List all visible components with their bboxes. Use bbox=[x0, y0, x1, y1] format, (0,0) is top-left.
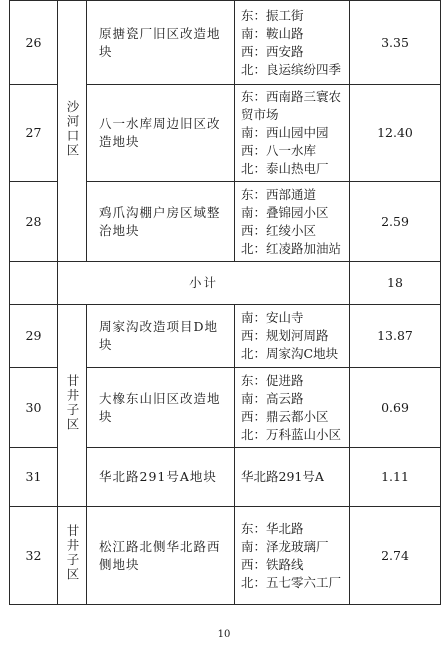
boundary-line: 南：高云路 bbox=[241, 390, 304, 406]
row-number: 30 bbox=[10, 368, 58, 448]
boundary-line: 东：振工街 bbox=[241, 7, 304, 23]
boundary-line: 南：叠锦园小区 bbox=[241, 204, 329, 220]
page-number: 10 bbox=[217, 629, 231, 640]
parcel-name: 周家沟改造项目D地块 bbox=[87, 305, 235, 368]
subtotal-label: 小计 bbox=[58, 262, 350, 305]
table-row bbox=[10, 305, 441, 368]
row-number: 32 bbox=[10, 507, 58, 605]
boundary-line: 北：泰山热电厂 bbox=[241, 161, 329, 176]
boundary-line: 南：泽龙玻璃厂 bbox=[241, 538, 329, 554]
district-cell bbox=[58, 1, 87, 262]
boundary-line: 西：西安路 bbox=[241, 43, 304, 59]
boundary-line: 北：周家沟C地块 bbox=[241, 346, 339, 361]
boundary-line: 北：红凌路加油站 bbox=[241, 240, 342, 256]
row-number: 27 bbox=[10, 85, 58, 182]
boundary-line: 西：红绫小区 bbox=[241, 222, 317, 238]
boundary-cell bbox=[235, 1, 350, 85]
boundary-cell bbox=[235, 305, 350, 368]
subtotal-row bbox=[10, 262, 441, 305]
boundary-line: 南：西山园中园 bbox=[241, 125, 329, 140]
parcel-name: 原搪瓷厂旧区改造地块 bbox=[87, 1, 235, 85]
row-number: 26 bbox=[10, 1, 58, 85]
district-name: 沙河口区 bbox=[65, 99, 80, 158]
boundary-cell bbox=[235, 507, 350, 605]
table-row bbox=[10, 507, 441, 605]
boundary-line: 南：鞍山路 bbox=[241, 25, 304, 41]
boundary-line: 北：五七零六工厂 bbox=[241, 574, 342, 590]
parcel-name: 松江路北侧华北路西侧地块 bbox=[87, 507, 235, 605]
parcel-name: 华北路291号A地块 bbox=[87, 448, 235, 507]
boundary-line: 西：八一水库 bbox=[241, 143, 317, 158]
boundary-line: 东：促进路 bbox=[241, 372, 304, 388]
row-number: 31 bbox=[10, 448, 58, 507]
row-number: 28 bbox=[10, 182, 58, 262]
boundary-line: 南：安山寺 bbox=[241, 310, 304, 325]
area-value: 2.59 bbox=[350, 182, 441, 262]
boundary-cell bbox=[235, 85, 350, 182]
parcel-name: 八一水库周边旧区改造地块 bbox=[87, 85, 235, 182]
parcel-name: 大橡东山旧区改造地块 bbox=[87, 368, 235, 448]
area-value: 13.87 bbox=[350, 305, 441, 368]
district-cell bbox=[58, 305, 87, 507]
area-value: 2.74 bbox=[350, 507, 441, 605]
boundary-cell bbox=[235, 448, 350, 507]
boundary-line: 西：铁路线 bbox=[241, 556, 304, 572]
boundary-line: 北：良运缤纷四季 bbox=[241, 61, 342, 77]
boundary-line: 华北路291号A bbox=[241, 469, 324, 484]
boundary-line: 北：万科蓝山小区 bbox=[241, 426, 342, 442]
district-name: 甘井子区 bbox=[65, 524, 80, 582]
land-parcel-table bbox=[9, 0, 441, 605]
district-cell bbox=[58, 507, 87, 605]
boundary-line: 西：鼎云都小区 bbox=[241, 408, 329, 424]
subtotal-value: 18 bbox=[350, 262, 441, 305]
boundary-cell bbox=[235, 182, 350, 262]
boundary-line: 西：规划河周路 bbox=[241, 328, 329, 343]
area-value: 12.40 bbox=[350, 85, 441, 182]
boundary-line: 东：华北路 bbox=[241, 520, 304, 536]
row-number: 29 bbox=[10, 305, 58, 368]
area-value: 0.69 bbox=[350, 368, 441, 448]
boundary-line: 东：西部通道 bbox=[241, 186, 317, 202]
boundary-cell bbox=[235, 368, 350, 448]
boundary-line: 东：西南路三寰农贸市场 bbox=[241, 89, 342, 122]
area-value: 1.11 bbox=[350, 448, 441, 507]
district-name: 甘井子区 bbox=[65, 374, 80, 432]
area-value: 3.35 bbox=[350, 1, 441, 85]
parcel-name: 鸡爪沟棚户房区域整治地块 bbox=[87, 182, 235, 262]
table-row bbox=[10, 1, 441, 85]
